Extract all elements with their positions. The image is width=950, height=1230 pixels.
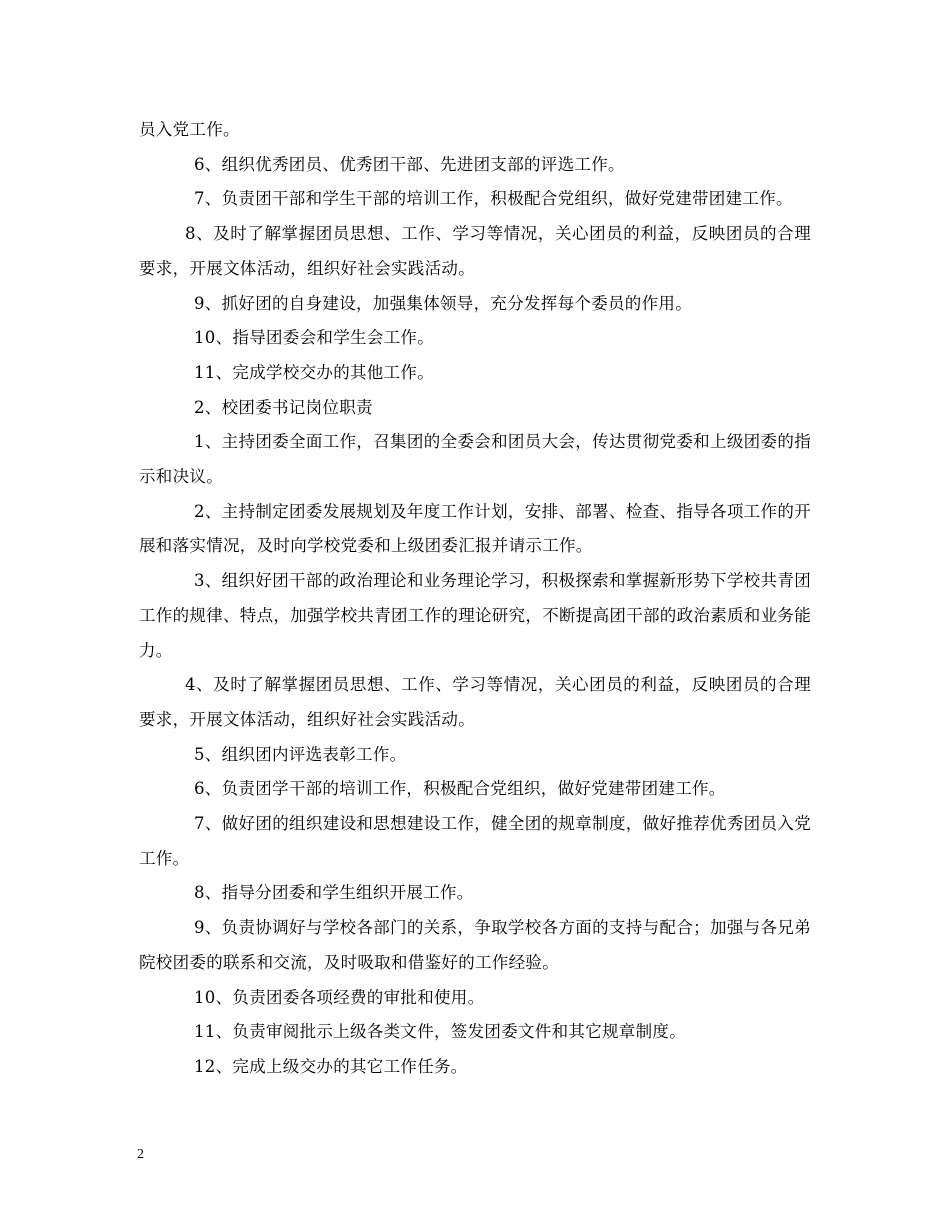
paragraph: 7、负责团干部和学生干部的培训工作，积极配合党组织，做好党建带团建工作。 — [194, 189, 793, 209]
paragraph-continuation: 员入党工作。 — [139, 120, 240, 139]
paragraph: 8、指导分团委和学生组织开展工作。 — [194, 883, 474, 903]
paragraph: 6、负责团学干部的培训工作，积极配合党组织，做好党建带团建工作。 — [194, 779, 726, 799]
paragraph: 4、及时了解掌握团员思想、工作、学习等情况，关心团员的利益，反映团员的合理要求，开展文体活动，组织好社会实践活动。 — [139, 675, 811, 729]
paragraph: 2、主持制定团委发展规划及年度工作计划，安排、部署、检查、指导各项工作的开展和落实情况，及时向学校党委和上级团委汇报并请示工作。 — [139, 501, 811, 556]
paragraph: 5、组织团内评选表彰工作。 — [194, 744, 407, 764]
paragraph: 10、负责团委各项经费的审批和使用。 — [194, 987, 485, 1007]
paragraph: 8、及时了解掌握团员思想、工作、学习等情况，关心团员的利益，反映团员的合理要求，开展文体活动，组织好社会实践活动。 — [139, 224, 811, 278]
paragraph: 3、组织好团干部的政治理论和业务理论学习，积极探索和掌握新形势下学校共青团工作的规律、特点，加强学校共青团工作的理论研究，不断提高团干部的政治素质和业务能力。 — [139, 571, 811, 660]
paragraph: 12、完成上级交办的其它工作任务。 — [194, 1056, 468, 1076]
document-body — [139, 113, 811, 1085]
paragraph: 10、指导团委会和学生会工作。 — [194, 328, 434, 348]
section-heading: 2、校团委书记岗位职责 — [194, 397, 373, 417]
paragraph: 9、负责协调好与学校各部门的关系，争取学校各方面的支持与配合；加强与各兄弟院校团委的联系和交流，及时吸取和借鉴好的工作经验。 — [139, 918, 811, 972]
paragraph: 1、主持团委全面工作，召集团的全委会和团员大会，传达贯彻党委和上级团委的指示和决议。 — [139, 432, 811, 487]
paragraph: 11、完成学校交办的其他工作。 — [194, 362, 434, 382]
paragraph: 9、抓好团的自身建设，加强集体领导，充分发挥每个委员的作用。 — [194, 293, 692, 313]
paragraph: 6、组织优秀团员、优秀团干部、先进团支部的评选工作。 — [194, 154, 625, 174]
paragraph: 11、负责审阅批示上级各类文件，签发团委文件和其它规章制度。 — [194, 1022, 686, 1042]
page-number: 2 — [137, 1147, 144, 1162]
paragraph: 7、做好团的组织建设和思想建设工作，健全团的规章制度，做好推荐优秀团员入党工作。 — [139, 814, 811, 868]
